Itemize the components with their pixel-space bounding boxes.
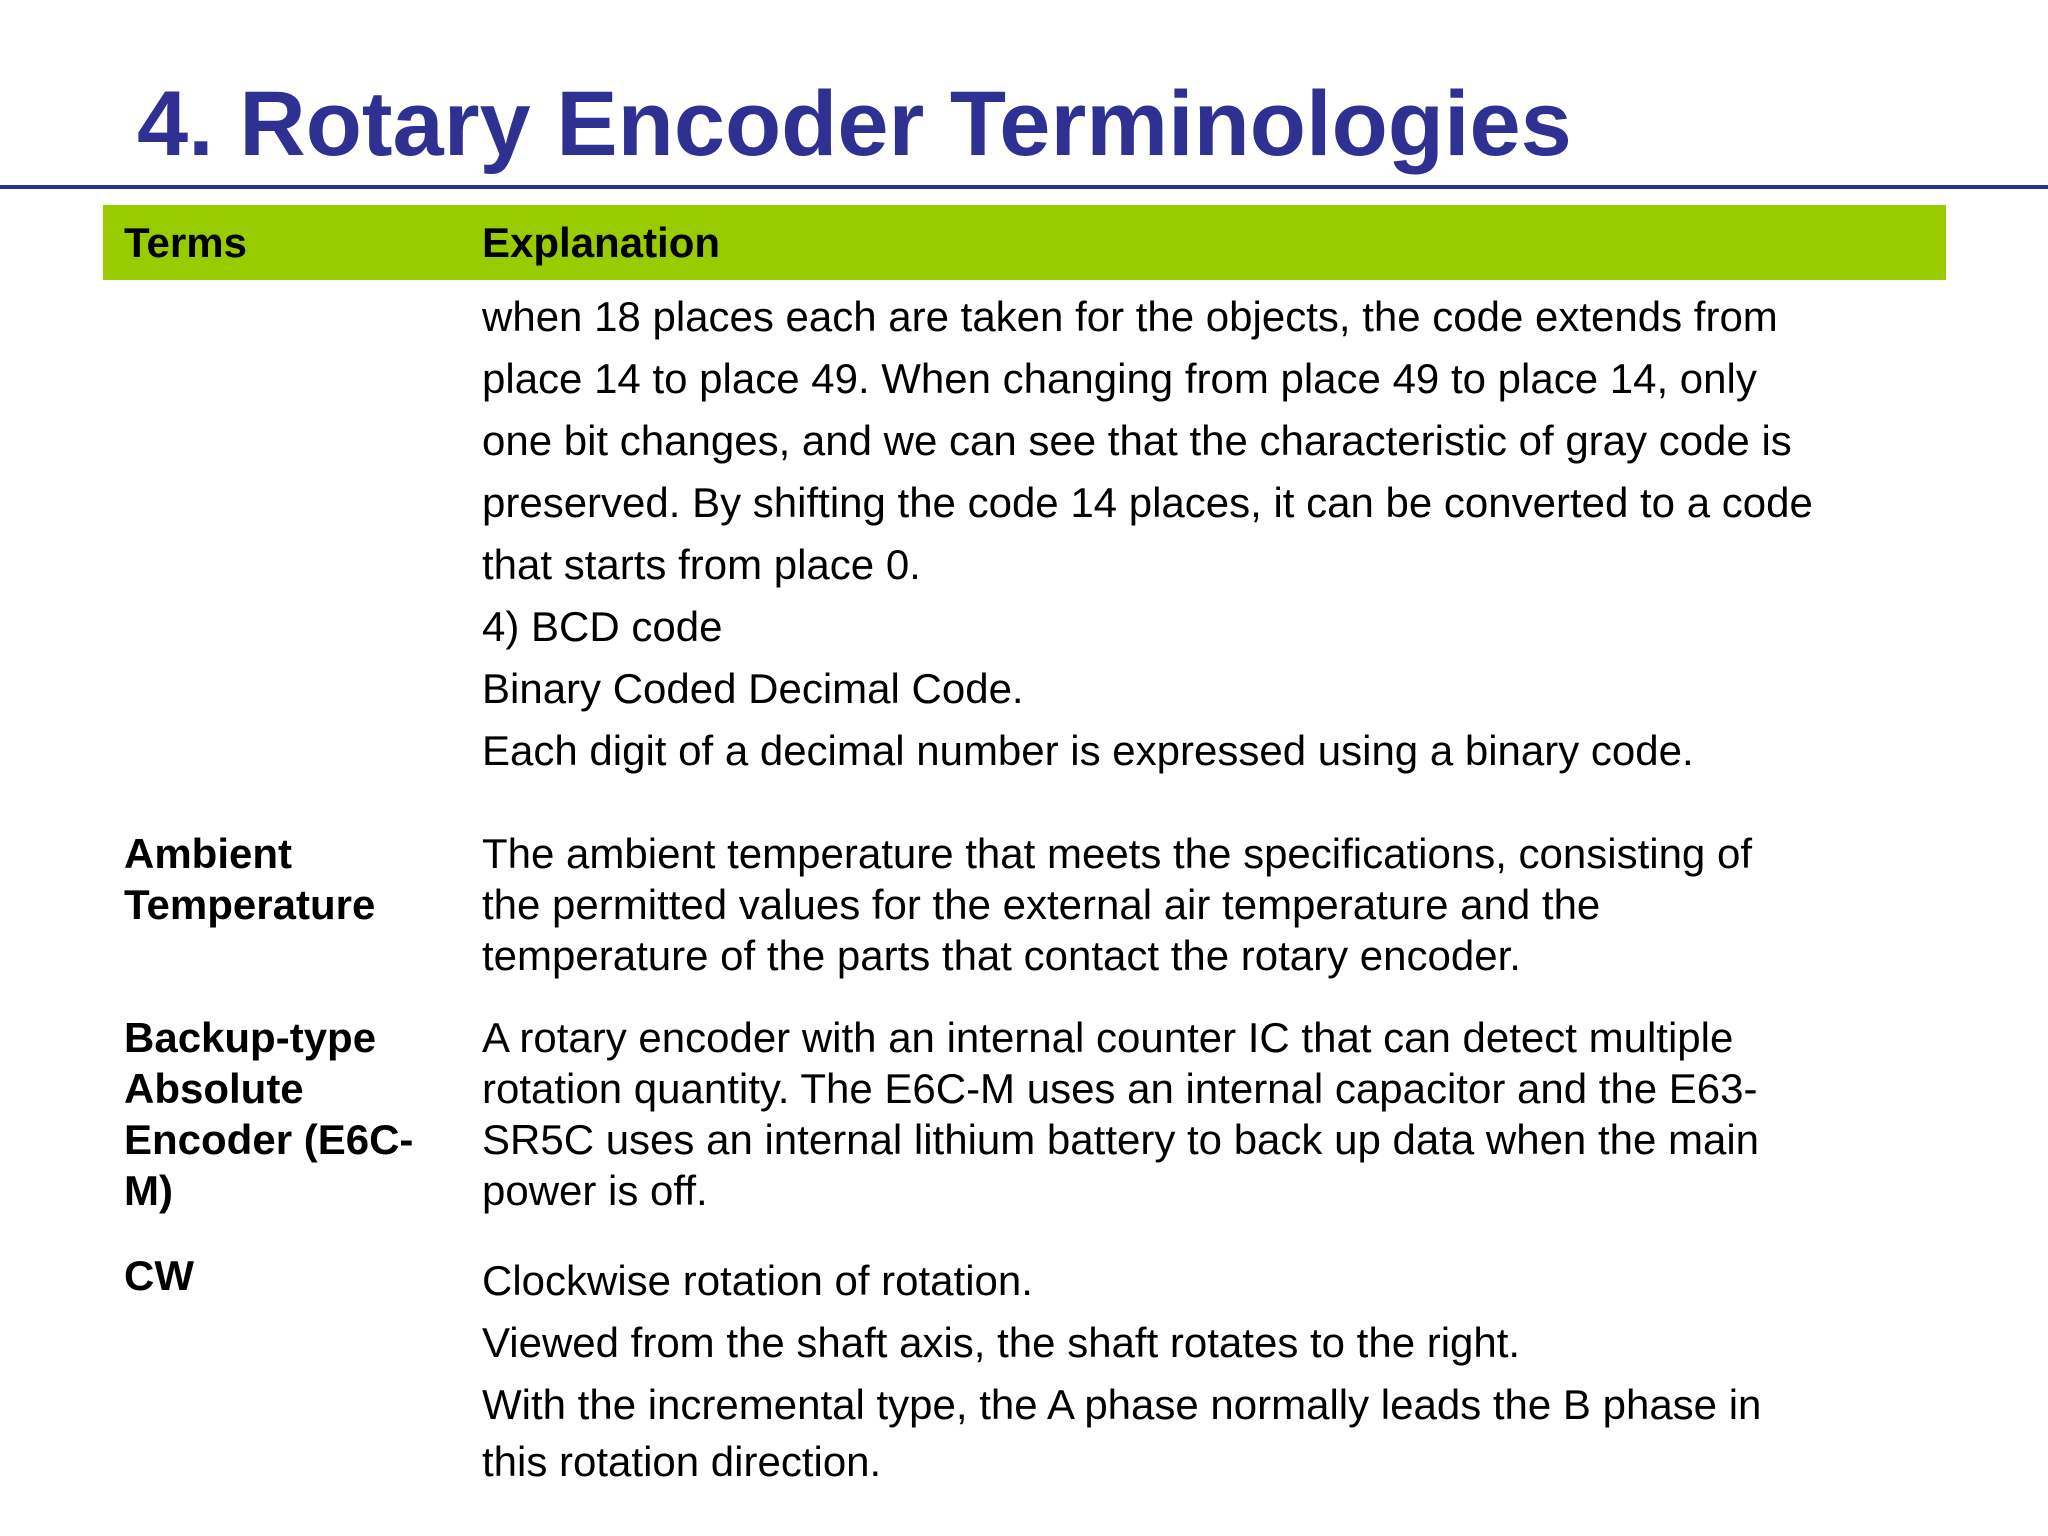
term-line: Backup-type	[124, 1014, 377, 1061]
explanation-line: Viewed from the shaft axis, the shaft rotates to the right.	[482, 1319, 1521, 1366]
explanation-line: the permitted values for the external air temperature and the	[482, 881, 1601, 928]
term-backup-type-absolute-encoder	[124, 1012, 454, 1216]
term-line: Temperature	[124, 881, 376, 928]
explanation-line: power is off.	[482, 1167, 708, 1214]
explanation-line: preserved. By shifting the code 14 places, it can be converted to a code	[482, 479, 1813, 526]
title-underline	[0, 185, 2048, 189]
explanation-line: Each digit of a decimal number is expressed using a binary code.	[482, 727, 1694, 774]
explanation-line: Binary Coded Decimal Code.	[482, 665, 1024, 712]
term-line: Absolute	[124, 1065, 304, 1112]
explanation-line: 4) BCD code	[482, 603, 723, 650]
explanation-backup-type-absolute-encoder	[482, 1012, 1942, 1216]
term-line: Ambient	[124, 830, 292, 877]
explanation-line: With the incremental type, the A phase normally leads the B phase in	[482, 1381, 1762, 1428]
explanation-line: SR5C uses an internal lithium battery to back up data when the main	[482, 1116, 1760, 1163]
header-terms: Terms	[124, 219, 247, 266]
term-cw	[124, 1250, 454, 1301]
term-ambient-temperature	[124, 828, 454, 930]
explanation-line: A rotary encoder with an internal counter IC that can detect multiple	[482, 1014, 1734, 1061]
explanation-ambient-temperature	[482, 828, 1942, 981]
explanation-line: this rotation direction.	[482, 1438, 882, 1485]
header-explanation: Explanation	[482, 219, 721, 266]
explanation-cw	[482, 1250, 1942, 1487]
term-line: Encoder (E6C-	[124, 1116, 414, 1163]
explanation-line: that starts from place 0.	[482, 541, 921, 588]
page-title: 4. Rotary Encoder Terminologies	[137, 73, 1572, 175]
explanation-line: The ambient temperature that meets the specifications, consisting of	[482, 830, 1752, 877]
table-row-continuation-explanation	[482, 286, 1942, 782]
explanation-line: rotation quantity. The E6C-M uses an internal capacitor and the E63-	[482, 1065, 1758, 1112]
term-line: M)	[124, 1167, 173, 1214]
explanation-line: one bit changes, and we can see that the characteristic of gray code is	[482, 417, 1792, 464]
explanation-line: temperature of the parts that contact the rotary encoder.	[482, 932, 1521, 979]
explanation-line: Clockwise rotation of rotation.	[482, 1257, 1033, 1304]
explanation-line: when 18 places each are taken for the objects, the code extends from	[482, 293, 1778, 340]
term-line: CW	[124, 1252, 194, 1299]
explanation-line: place 14 to place 49. When changing from place 49 to place 14, only	[482, 355, 1757, 402]
table-header	[103, 205, 1946, 280]
